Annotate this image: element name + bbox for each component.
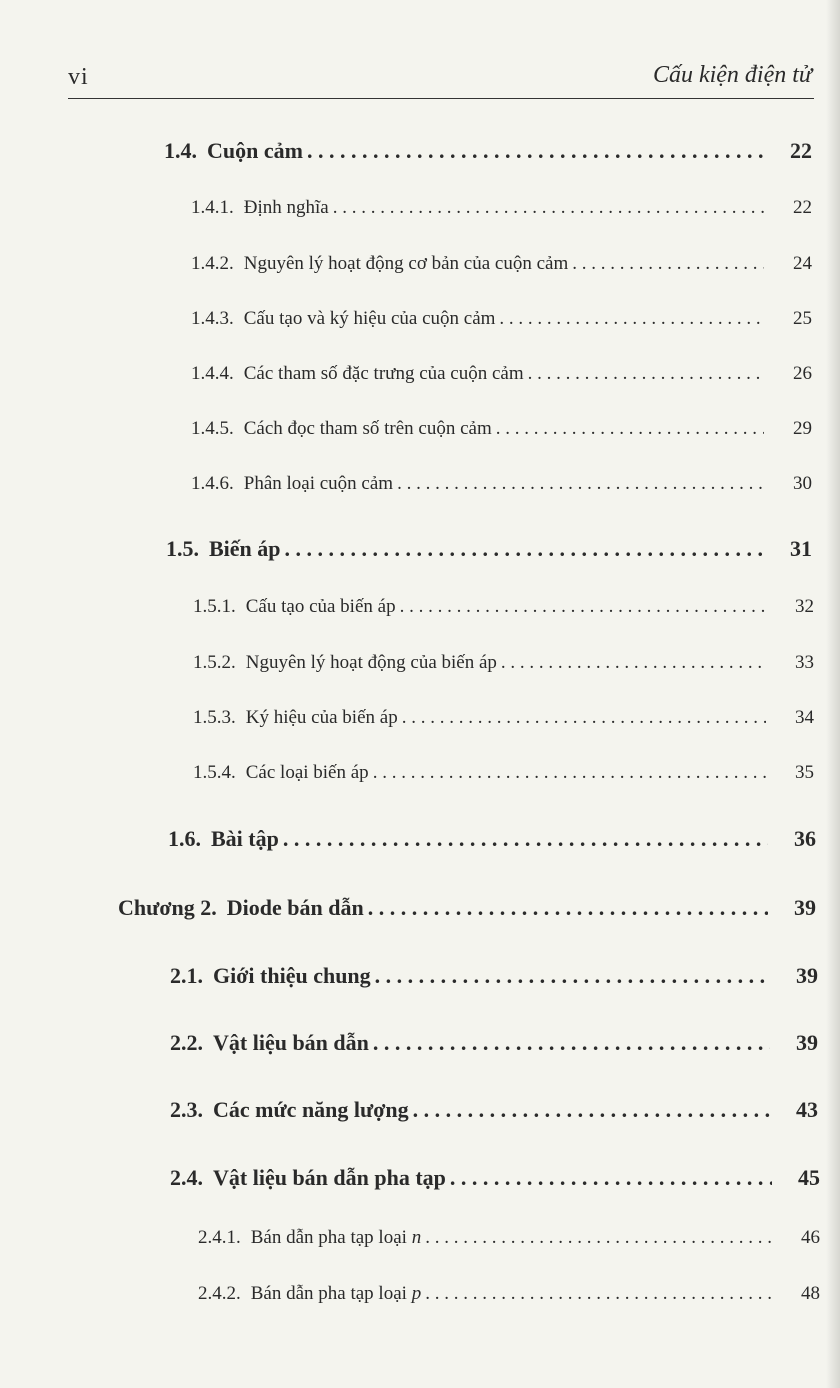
toc-entry-section[interactable] <box>166 536 812 562</box>
leader-dots <box>425 1227 772 1249</box>
leader-dots <box>402 707 766 729</box>
leader-dots <box>499 308 764 330</box>
toc-title: Nguyên lý hoạt động cơ bản của cuộn cảm <box>243 253 569 274</box>
toc-entry-section[interactable] <box>170 1097 818 1123</box>
toc-number: 2.4.2. <box>198 1283 241 1304</box>
leader-dots <box>450 1165 772 1191</box>
toc-number: 2.4.1. <box>198 1227 241 1248</box>
leader-dots <box>425 1283 772 1305</box>
toc-number: 1.5. <box>166 536 199 561</box>
toc-number: 1.4.5. <box>191 418 234 439</box>
toc-entry-section[interactable] <box>170 1165 820 1191</box>
toc-number: 1.5.1. <box>193 596 236 617</box>
toc-page: 39 <box>796 963 818 988</box>
leader-dots <box>283 826 768 852</box>
leader-dots <box>373 762 766 784</box>
doping-type-variable: n <box>411 1227 422 1248</box>
toc-page: 26 <box>793 363 812 384</box>
toc-number: 1.4.6. <box>191 473 234 494</box>
toc-number: 1.5.2. <box>193 652 236 673</box>
leader-dots <box>397 473 764 495</box>
toc-entry-subsection[interactable] <box>191 418 812 440</box>
toc-entry-subsection[interactable] <box>193 652 814 674</box>
toc-title: Ký hiệu của biến áp <box>245 707 398 728</box>
toc-page: 46 <box>801 1227 820 1248</box>
toc-title: Bán dẫn pha tạp loại <box>250 1283 407 1304</box>
toc-entry-subsection[interactable] <box>191 473 812 495</box>
toc-entry-section[interactable] <box>168 826 816 852</box>
toc-number: 1.4.1. <box>191 197 234 218</box>
toc-entry-section[interactable] <box>170 1030 818 1056</box>
toc-title: Cấu tạo và ký hiệu của cuộn cảm <box>243 308 496 329</box>
toc-entry-subsection[interactable] <box>193 596 814 618</box>
toc-entry-subsection[interactable] <box>191 363 812 385</box>
toc-number: 1.4. <box>164 138 197 163</box>
toc-title: Cuộn cảm <box>207 138 303 163</box>
toc-entry-subsection[interactable] <box>191 197 812 219</box>
leader-dots <box>501 652 766 674</box>
leader-dots <box>413 1097 770 1123</box>
running-title: Cấu kiện điện tử <box>652 62 812 88</box>
bleed-through-shadow <box>310 180 328 263</box>
toc-number: 1.6. <box>168 826 201 851</box>
leader-dots <box>307 138 764 164</box>
toc-title: Các tham số đặc trưng của cuộn cảm <box>243 363 524 384</box>
toc-page: 22 <box>790 138 812 163</box>
leader-dots <box>400 596 766 618</box>
toc-page: 25 <box>793 308 812 329</box>
toc-number: 2.4. <box>170 1165 203 1190</box>
toc-title: Định nghĩa <box>243 197 329 218</box>
toc-entry-subsection[interactable] <box>191 253 812 275</box>
toc-page: 33 <box>795 652 814 673</box>
toc-title: Các mức năng lượng <box>213 1097 409 1122</box>
toc-title: Vật liệu bán dẫn <box>213 1030 369 1055</box>
toc-entry-section[interactable] <box>164 138 812 164</box>
toc-entry-subsection[interactable] <box>198 1227 820 1249</box>
toc-number: 1.4.2. <box>191 253 234 274</box>
leader-dots <box>496 418 764 440</box>
toc-page: 31 <box>790 536 812 561</box>
toc-title: Bán dẫn pha tạp loại <box>250 1227 407 1248</box>
toc-page: 35 <box>795 762 814 783</box>
toc-title: Bài tập <box>211 826 279 851</box>
leader-dots <box>368 895 768 921</box>
toc-page: 34 <box>795 707 814 728</box>
leader-dots <box>285 536 764 562</box>
leader-dots <box>333 197 764 219</box>
toc-title: Diode bán dẫn <box>226 895 364 920</box>
toc-page: 32 <box>795 596 814 617</box>
toc-page: 45 <box>798 1165 820 1190</box>
toc-number: Chương 2. <box>118 895 217 920</box>
toc-page: 24 <box>793 253 812 274</box>
toc-entry-section[interactable] <box>170 963 818 989</box>
toc-page: 39 <box>796 1030 818 1055</box>
toc-page: 29 <box>793 418 812 439</box>
doping-type-variable: p <box>411 1283 422 1304</box>
toc-number: 2.2. <box>170 1030 203 1055</box>
toc-entry-subsection[interactable] <box>193 762 814 784</box>
toc-title: Các loại biến áp <box>245 762 369 783</box>
page-edge-shadow <box>826 0 840 1388</box>
toc-page: 36 <box>794 826 816 851</box>
toc-number: 1.4.4. <box>191 363 234 384</box>
toc-page: 22 <box>793 197 812 218</box>
leader-dots <box>375 963 770 989</box>
toc-entry-chapter[interactable] <box>118 895 816 921</box>
toc-entry-subsection[interactable] <box>193 707 814 729</box>
leader-dots <box>528 363 764 385</box>
toc-entry-subsection[interactable] <box>191 308 812 330</box>
toc-number: 1.5.4. <box>193 762 236 783</box>
leader-dots <box>572 253 764 275</box>
toc-number: 1.4.3. <box>191 308 234 329</box>
toc-title: Vật liệu bán dẫn pha tạp <box>213 1165 446 1190</box>
toc-title: Cấu tạo của biến áp <box>245 596 396 617</box>
toc-title: Cách đọc tham số trên cuộn cảm <box>243 418 492 439</box>
header-rule <box>68 98 814 99</box>
toc-number: 1.5.3. <box>193 707 236 728</box>
toc-number: 2.1. <box>170 963 203 988</box>
toc-page: 48 <box>801 1283 820 1304</box>
toc-title: Phân loại cuộn cảm <box>243 473 394 494</box>
toc-page: 30 <box>793 473 812 494</box>
toc-title: Biến áp <box>209 536 281 561</box>
toc-title: Nguyên lý hoạt động của biến áp <box>245 652 497 673</box>
toc-number: 2.3. <box>170 1097 203 1122</box>
page-number: vi <box>68 64 89 90</box>
toc-page: 43 <box>796 1097 818 1122</box>
toc-title: Giới thiệu chung <box>213 963 371 988</box>
toc-entry-subsection[interactable] <box>198 1283 820 1305</box>
toc-page: 39 <box>794 895 816 920</box>
leader-dots <box>373 1030 770 1056</box>
